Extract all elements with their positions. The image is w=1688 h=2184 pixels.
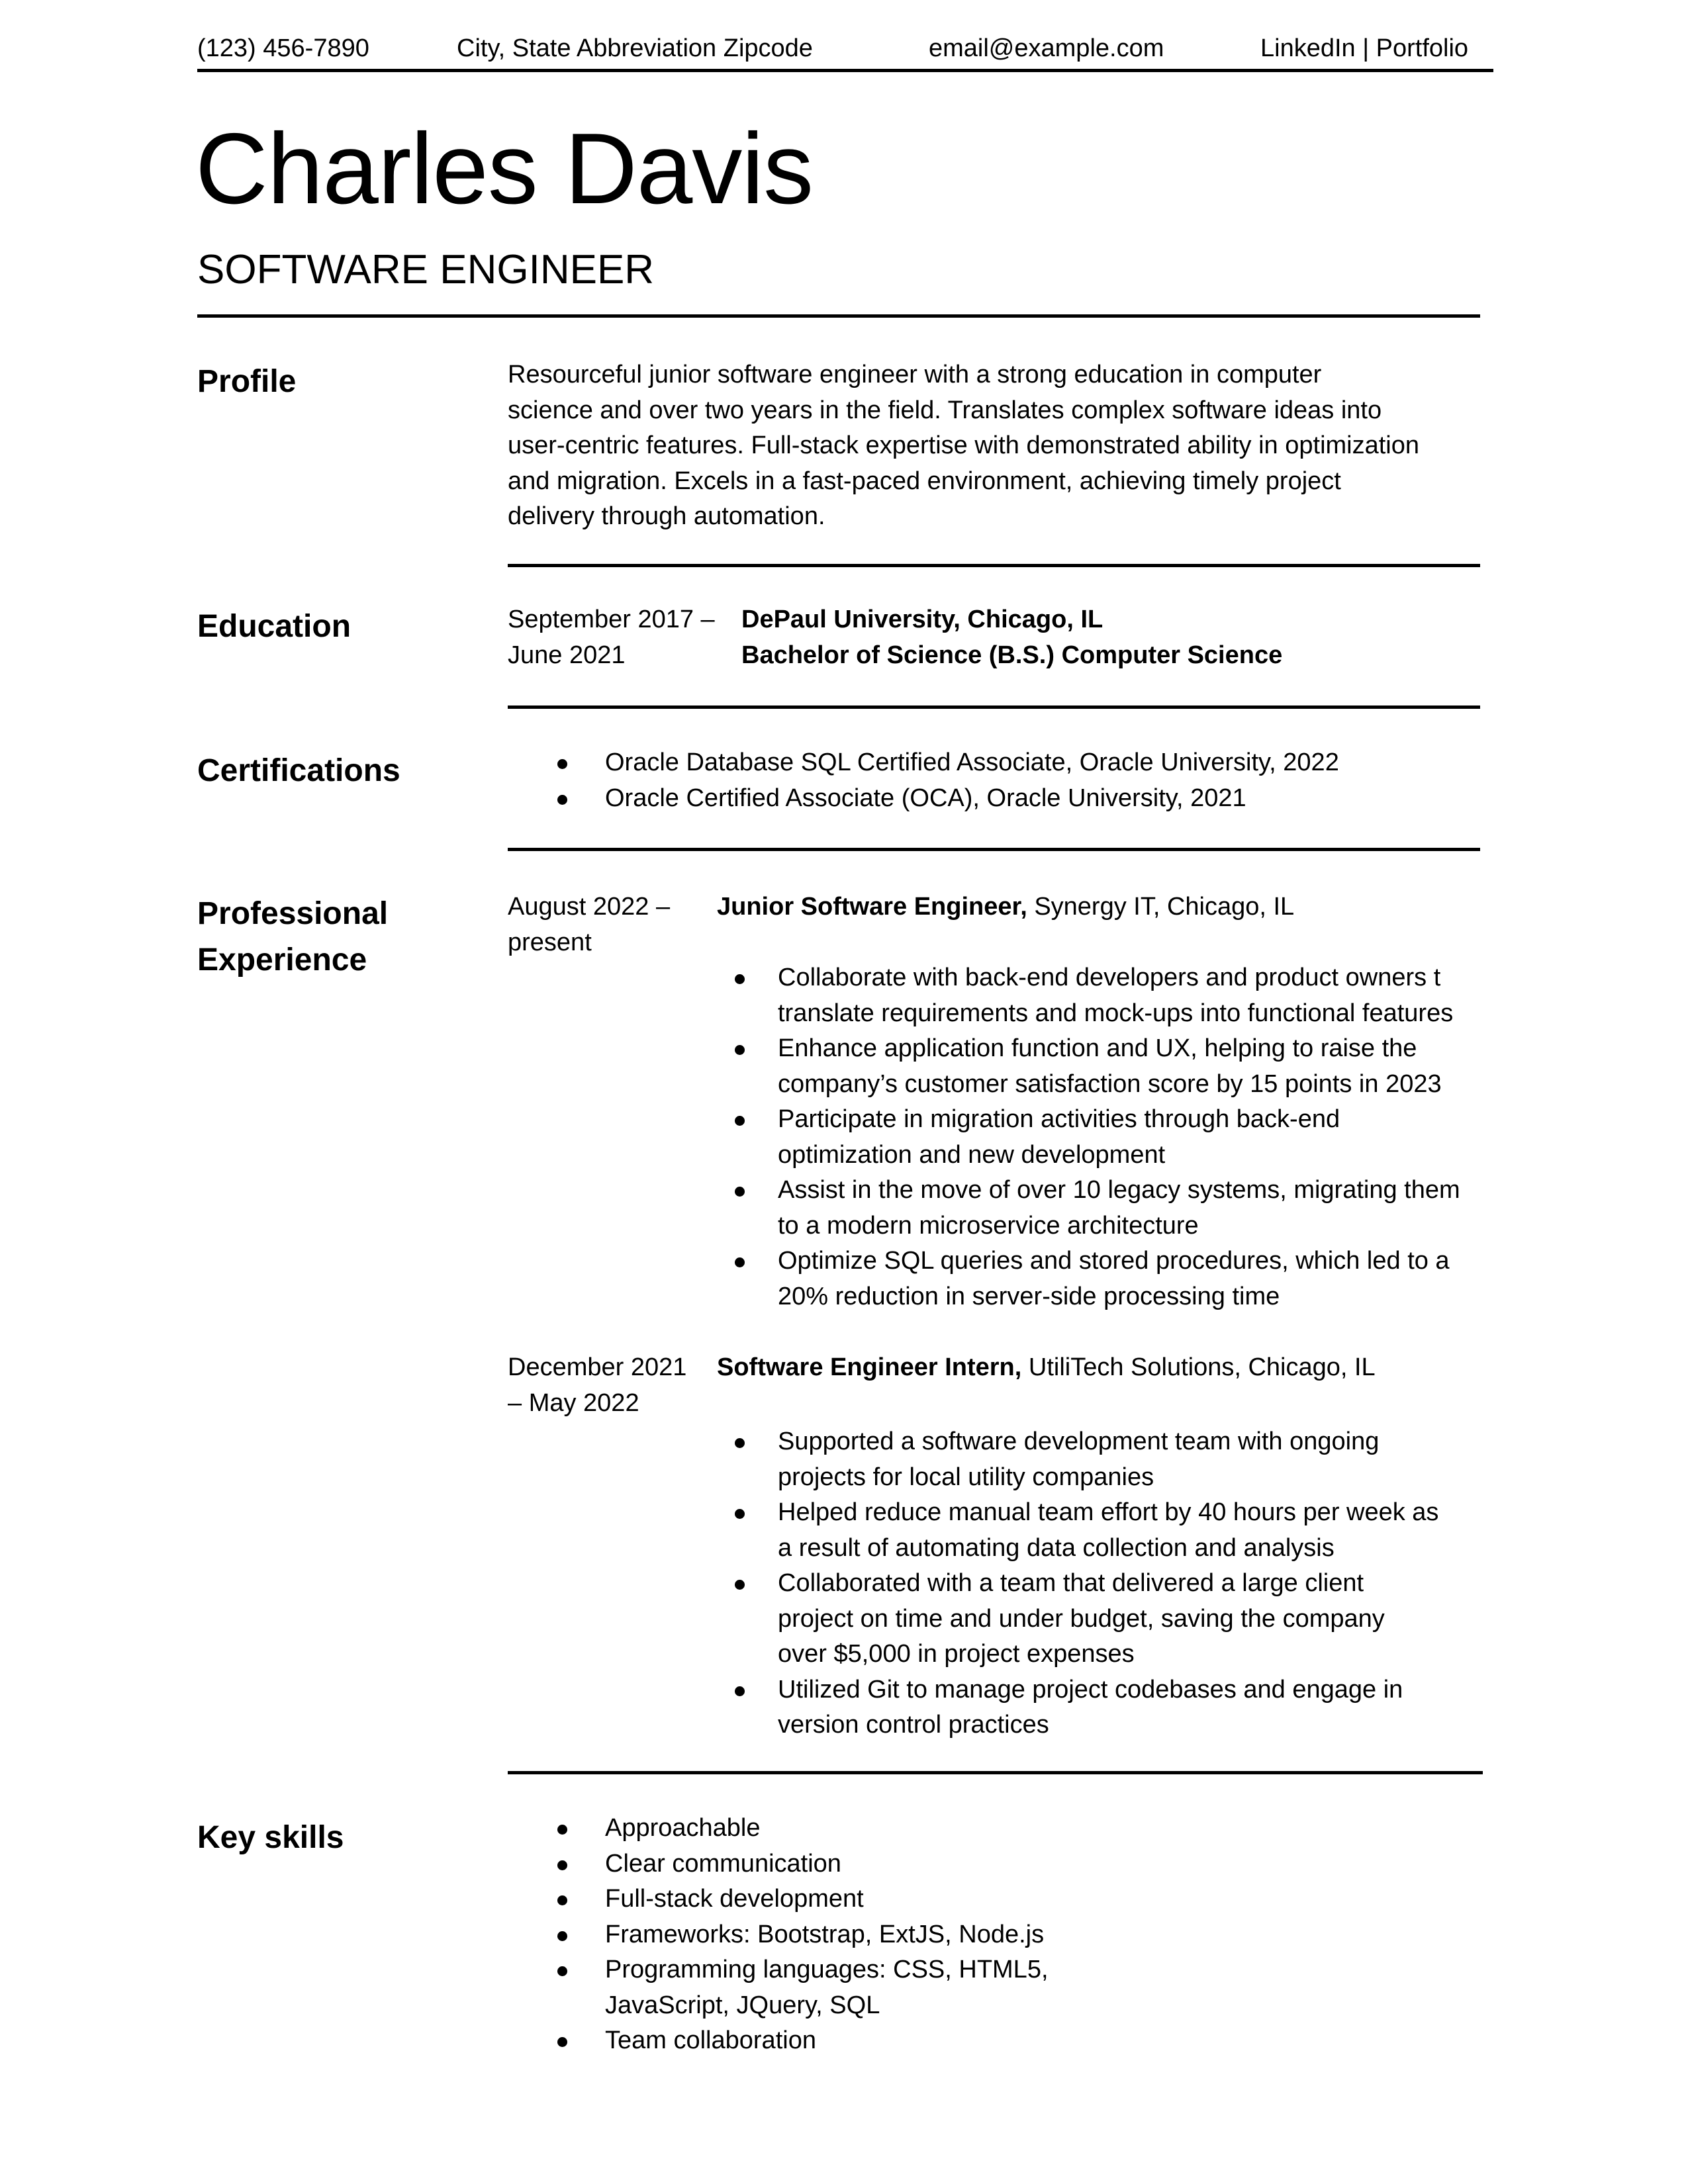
- list-item: Supported a software development team with ongoing projects for local utility companies: [717, 1424, 1505, 1495]
- list-item: Collaborated with a team that delivered a large client project on time and under budget, saving the company over $5,000 in project expenses: [717, 1566, 1505, 1672]
- bullet-icon: [735, 1686, 745, 1696]
- profile-line: and migration. Excels in a fast-paced environment, achieving timely project: [508, 467, 1341, 495]
- profile-line: science and over two years in the field. Translates complex software ideas into: [508, 396, 1382, 424]
- candidate-name: Charles Davis: [195, 113, 814, 225]
- education-details: [741, 602, 1483, 673]
- skills-list: [508, 1811, 1302, 2059]
- profile-heading: Profile: [197, 364, 297, 399]
- job-company: Synergy IT, Chicago, IL: [1027, 893, 1295, 921]
- list-item: Collaborate with back-end developers and product owners t translate requirements and mock-ups into functional features: [717, 960, 1505, 1031]
- list-item: Team collaboration: [508, 2023, 1302, 2059]
- list-item: Utilized Git to manage project codebases and engage in version control practices: [717, 1672, 1505, 1743]
- list-item: Helped reduce manual team effort by 40 hours per week as a result of automating data collection and analysis: [717, 1495, 1505, 1566]
- list-item: Oracle Certified Associate (OCA), Oracle University, 2021: [508, 781, 1487, 817]
- list-item: Programming languages: CSS, HTML5, JavaScript, JQuery, SQL: [508, 1952, 1302, 2023]
- bullet-icon: [557, 759, 567, 769]
- bullet-icon: [557, 1895, 567, 1905]
- list-item: Optimize SQL queries and stored procedures, which led to a 20% reduction in server-side processing time: [717, 1244, 1505, 1314]
- profile-divider: [508, 564, 1480, 567]
- education-degree: Bachelor of Science (B.S.) Computer Science: [741, 641, 1283, 669]
- profile-line: user-centric features. Full-stack expertise with demonstrated ability in optimization: [508, 432, 1420, 459]
- job-role: Software Engineer Intern,: [717, 1353, 1022, 1381]
- education-divider: [508, 705, 1480, 709]
- bullet-icon: [735, 974, 745, 984]
- job-header: [717, 1350, 1485, 1386]
- list-item: Approachable: [508, 1811, 1302, 1846]
- education-date-start: September 2017 –: [508, 606, 715, 633]
- education-date-end: June 2021: [508, 641, 626, 669]
- list-item: Enhance application function and UX, helping to raise the company’s customer satisfaction score by 15 points in 2023: [717, 1031, 1505, 1102]
- bullet-icon: [735, 1257, 745, 1267]
- job-header: [717, 889, 1485, 925]
- list-item: Assist in the move of over 10 legacy systems, migrating them to a modern microservice architecture: [717, 1173, 1505, 1244]
- skills-heading: Key skills: [197, 1820, 344, 1855]
- certifications-heading: Certifications: [197, 753, 400, 788]
- education-dates: [508, 602, 733, 673]
- bullet-icon: [735, 1509, 745, 1519]
- list-item: Clear communication: [508, 1846, 1302, 1882]
- contact-links[interactable]: LinkedIn | Portfolio: [1260, 34, 1469, 62]
- job-company: UtiliTech Solutions, Chicago, IL: [1021, 1353, 1376, 1381]
- bullet-icon: [735, 1438, 745, 1448]
- contact-location: City, State Abbreviation Zipcode: [457, 34, 813, 62]
- profile-line: delivery through automation.: [508, 502, 825, 530]
- job-title: SOFTWARE ENGINEER: [197, 247, 655, 293]
- bullet-icon: [557, 1931, 567, 1941]
- bullet-icon: [557, 1860, 567, 1870]
- bullet-icon: [557, 1966, 567, 1976]
- education-heading: Education: [197, 609, 352, 644]
- experience-heading: Professional Experience: [197, 896, 389, 978]
- list-item: Oracle Database SQL Certified Associate, Oracle University, 2022: [508, 745, 1487, 781]
- education-school: DePaul University, Chicago, IL: [741, 606, 1103, 633]
- header-divider: [197, 314, 1480, 318]
- job-role: Junior Software Engineer,: [717, 893, 1027, 921]
- list-item: Participate in migration activities through back-end optimization and new development: [717, 1102, 1505, 1173]
- certifications-list: [508, 745, 1487, 816]
- bullet-icon: [735, 1187, 745, 1197]
- certifications-divider: [508, 848, 1480, 851]
- contact-phone: (123) 456-7890: [197, 34, 369, 62]
- job-bullets: [717, 1424, 1505, 1743]
- bullet-icon: [557, 795, 567, 805]
- contact-bar: [197, 34, 1493, 72]
- profile-line: Resourceful junior software engineer with a strong education in computer: [508, 361, 1322, 388]
- bullet-icon: [735, 1116, 745, 1126]
- job-bullets: [717, 960, 1505, 1314]
- bullet-icon: [557, 2037, 567, 2047]
- profile-text: [508, 357, 1487, 535]
- job-dates: August 2022 – present: [508, 893, 671, 956]
- bullet-icon: [735, 1045, 745, 1055]
- job-dates: December 2021 – May 2022: [508, 1353, 687, 1417]
- experience-divider: [508, 1771, 1483, 1774]
- contact-email[interactable]: email@example.com: [929, 34, 1164, 62]
- bullet-icon: [557, 1825, 567, 1835]
- list-item: Frameworks: Bootstrap, ExtJS, Node.js: [508, 1917, 1302, 1953]
- bullet-icon: [735, 1580, 745, 1590]
- list-item: Full-stack development: [508, 1882, 1302, 1917]
